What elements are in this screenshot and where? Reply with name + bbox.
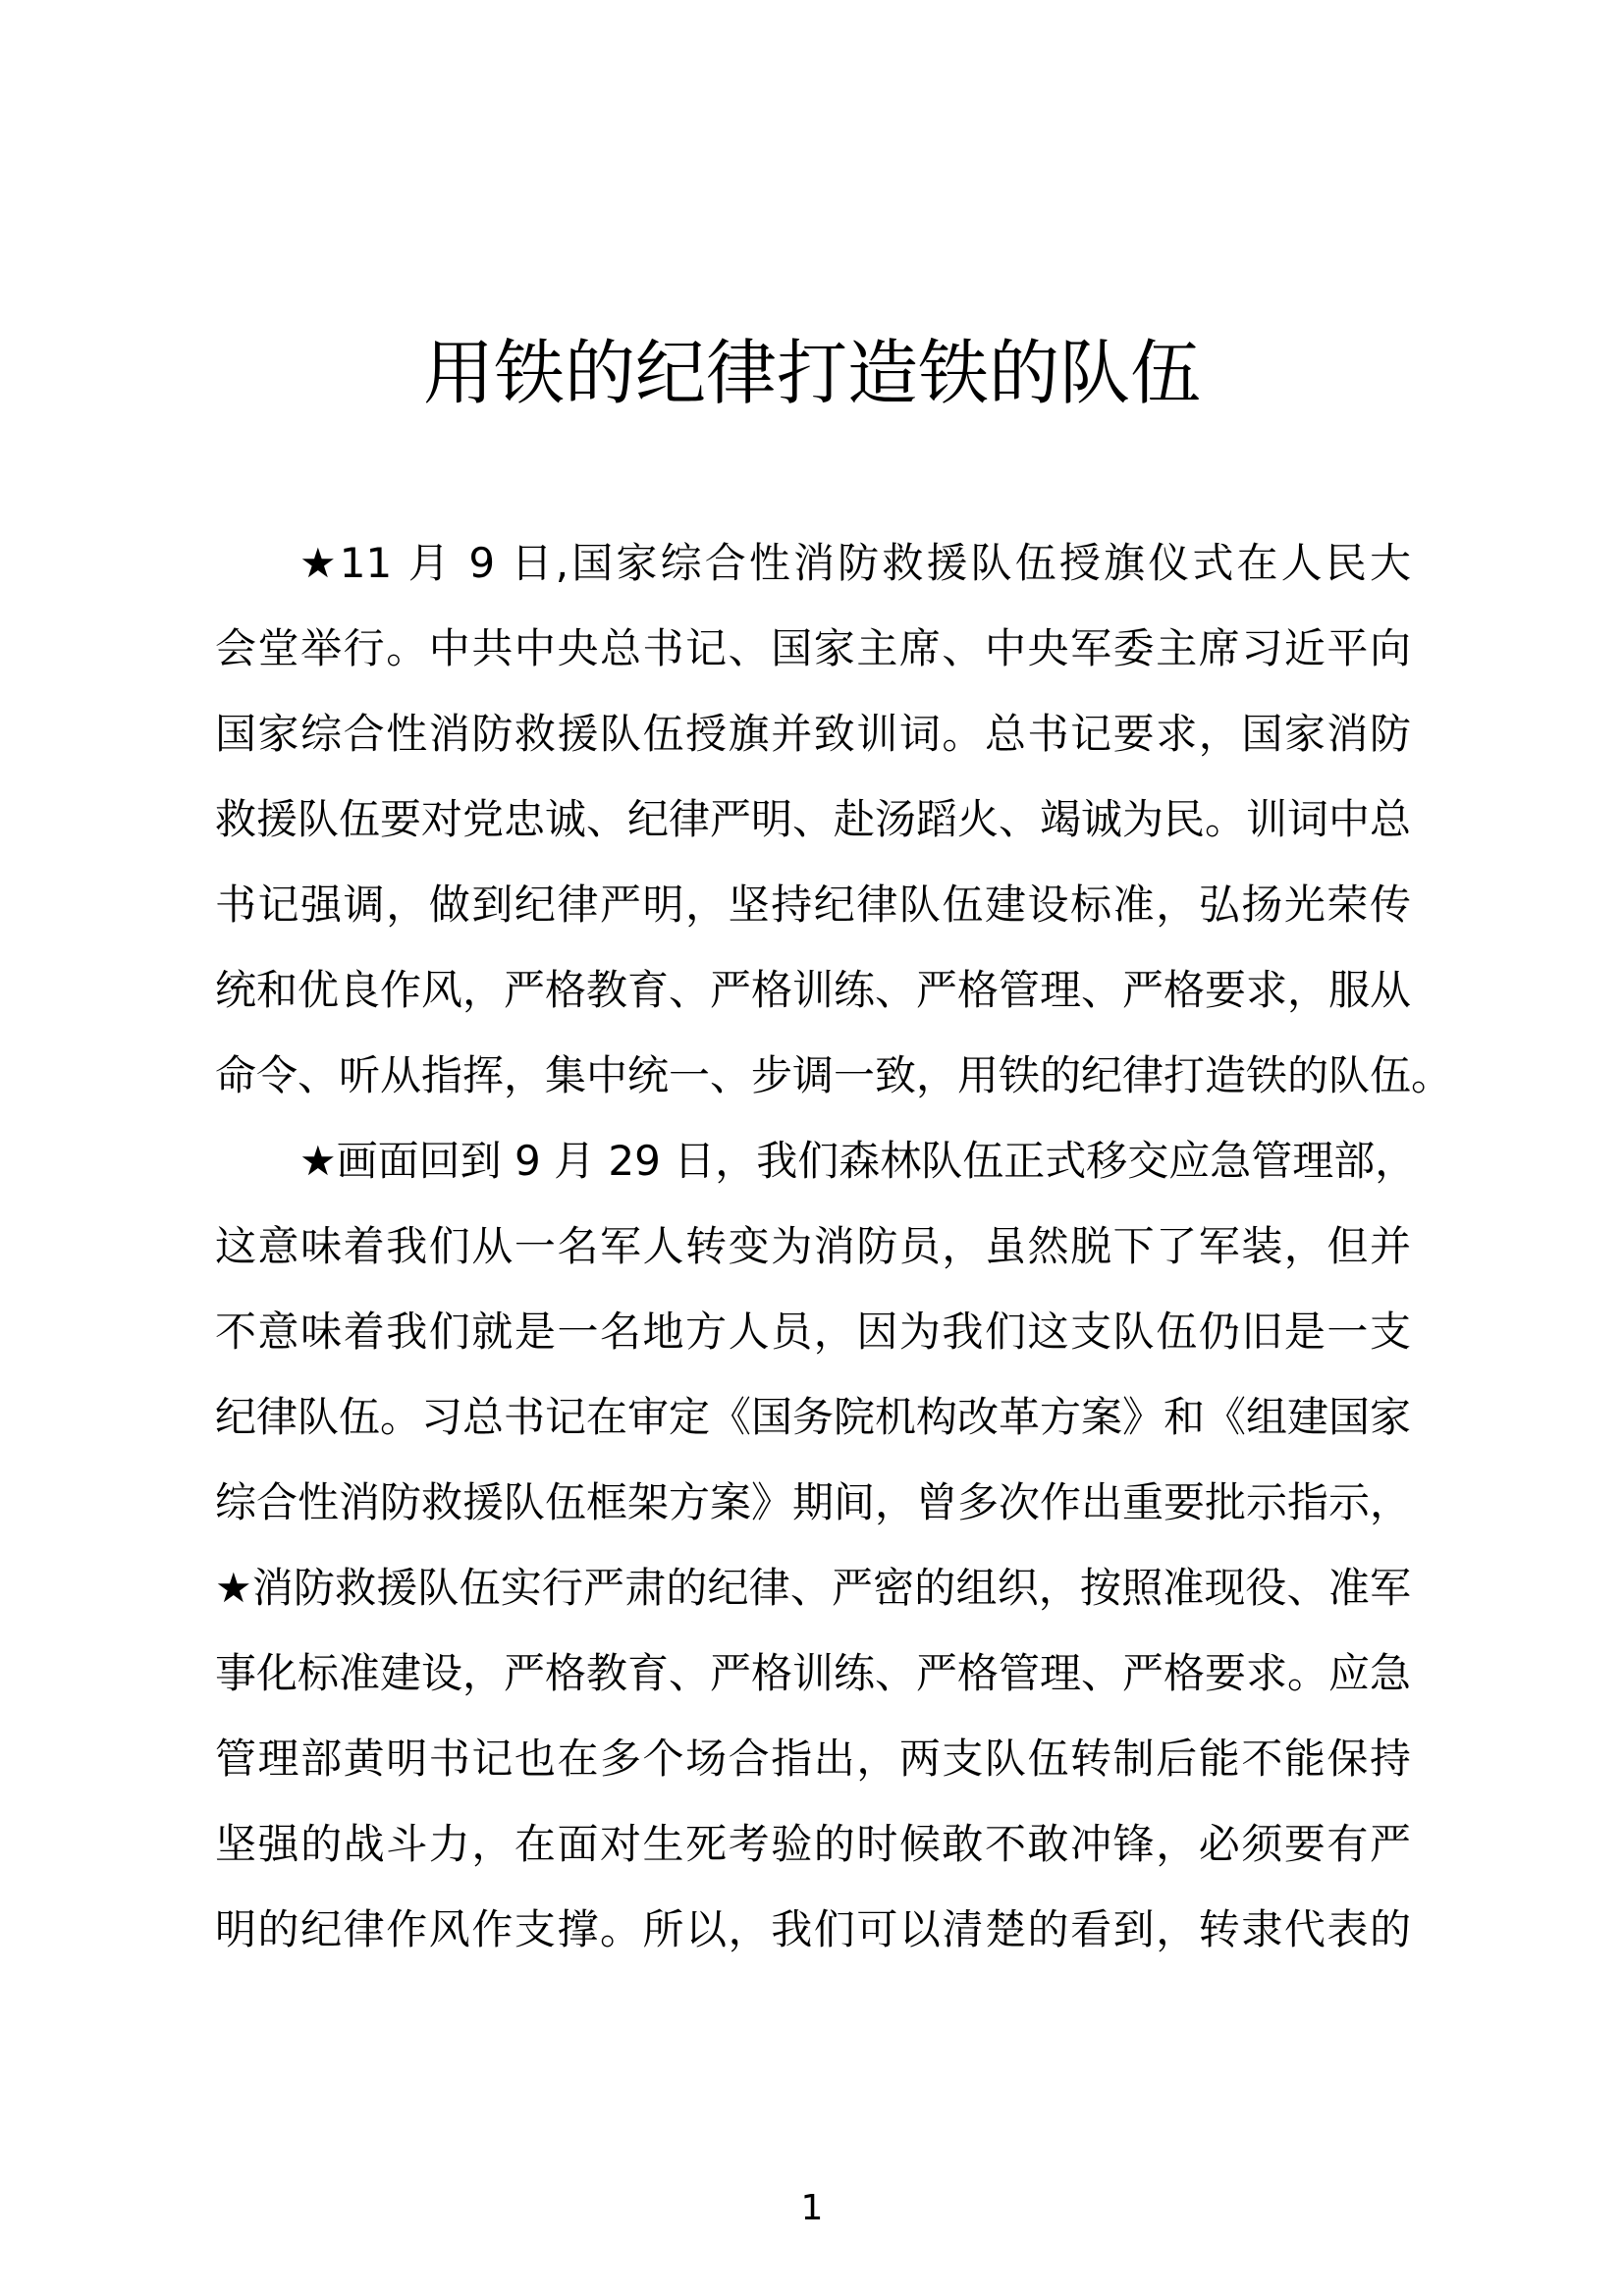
paragraph-2-line-7: 事化标准建设，严格教育、严格训练、严格管理、严格要求。应急 bbox=[215, 1649, 1412, 1697]
paragraph-1-line-4: 救援队伍要对党忠诚、纪律严明、赴汤蹈火、竭诚为民。训词中总 bbox=[215, 795, 1412, 843]
paragraph-2-line-4: 纪律队伍。习总书记在审定《国务院机构改革方案》和《组建国家 bbox=[215, 1393, 1412, 1441]
paragraph-2-line-8: 管理部黄明书记也在多个场合指出，两支队伍转制后能不能保持 bbox=[215, 1735, 1411, 1783]
paragraph-1-line-3: 国家综合性消防救援队伍授旗并致训词。总书记要求，国家消防 bbox=[215, 710, 1411, 758]
paragraph-1-line-1: ★11 月 9 日,国家综合性消防救援队伍授旗仪式在人民大 bbox=[299, 539, 1411, 587]
paragraph-1-line-6: 统和优良作风，严格教育、严格训练、严格管理、严格要求，服从 bbox=[215, 966, 1412, 1014]
paragraph-2-line-10: 明的纪律作风作支撑。所以，我们可以清楚的看到，转隶代表的 bbox=[215, 1905, 1411, 1953]
paragraph-2-line-3: 不意味着我们就是一名地方人员，因为我们这支队伍仍旧是一支 bbox=[215, 1308, 1411, 1356]
paragraph-2-line-5: 综合性消防救援队伍框架方案》期间，曾多次作出重要批示指示， bbox=[215, 1478, 1412, 1526]
paragraph-2-line-2: 这意味着我们从一名军人转变为消防员，虽然脱下了军装，但并 bbox=[215, 1222, 1411, 1270]
paragraph-1-line-7: 命令、听从指挥，集中统一、步调一致，用铁的纪律打造铁的队伍。 bbox=[215, 1051, 1453, 1099]
document-title: 用铁的纪律打造铁的队伍 bbox=[422, 332, 1201, 414]
paragraph-2-line-6: ★消防救援队伍实行严肃的纪律、严密的组织，按照准现役、准军 bbox=[215, 1564, 1411, 1612]
paragraph-2-line-9: 坚强的战斗力，在面对生死考验的时候敢不敢冲锋，必须要有严 bbox=[215, 1820, 1411, 1868]
paragraph-1-line-5: 书记强调，做到纪律严明，坚持纪律队伍建设标准，弘扬光荣传 bbox=[215, 881, 1411, 929]
paragraph-2-line-1: ★画面回到 9 月 29 日，我们森林队伍正式移交应急管理部， bbox=[299, 1137, 1417, 1185]
paragraph-1-line-2: 会堂举行。中共中央总书记、国家主席、中央军委主席习近平向 bbox=[215, 624, 1411, 672]
page-number: 1 bbox=[800, 2188, 824, 2228]
document-body bbox=[215, 520, 1453, 1972]
